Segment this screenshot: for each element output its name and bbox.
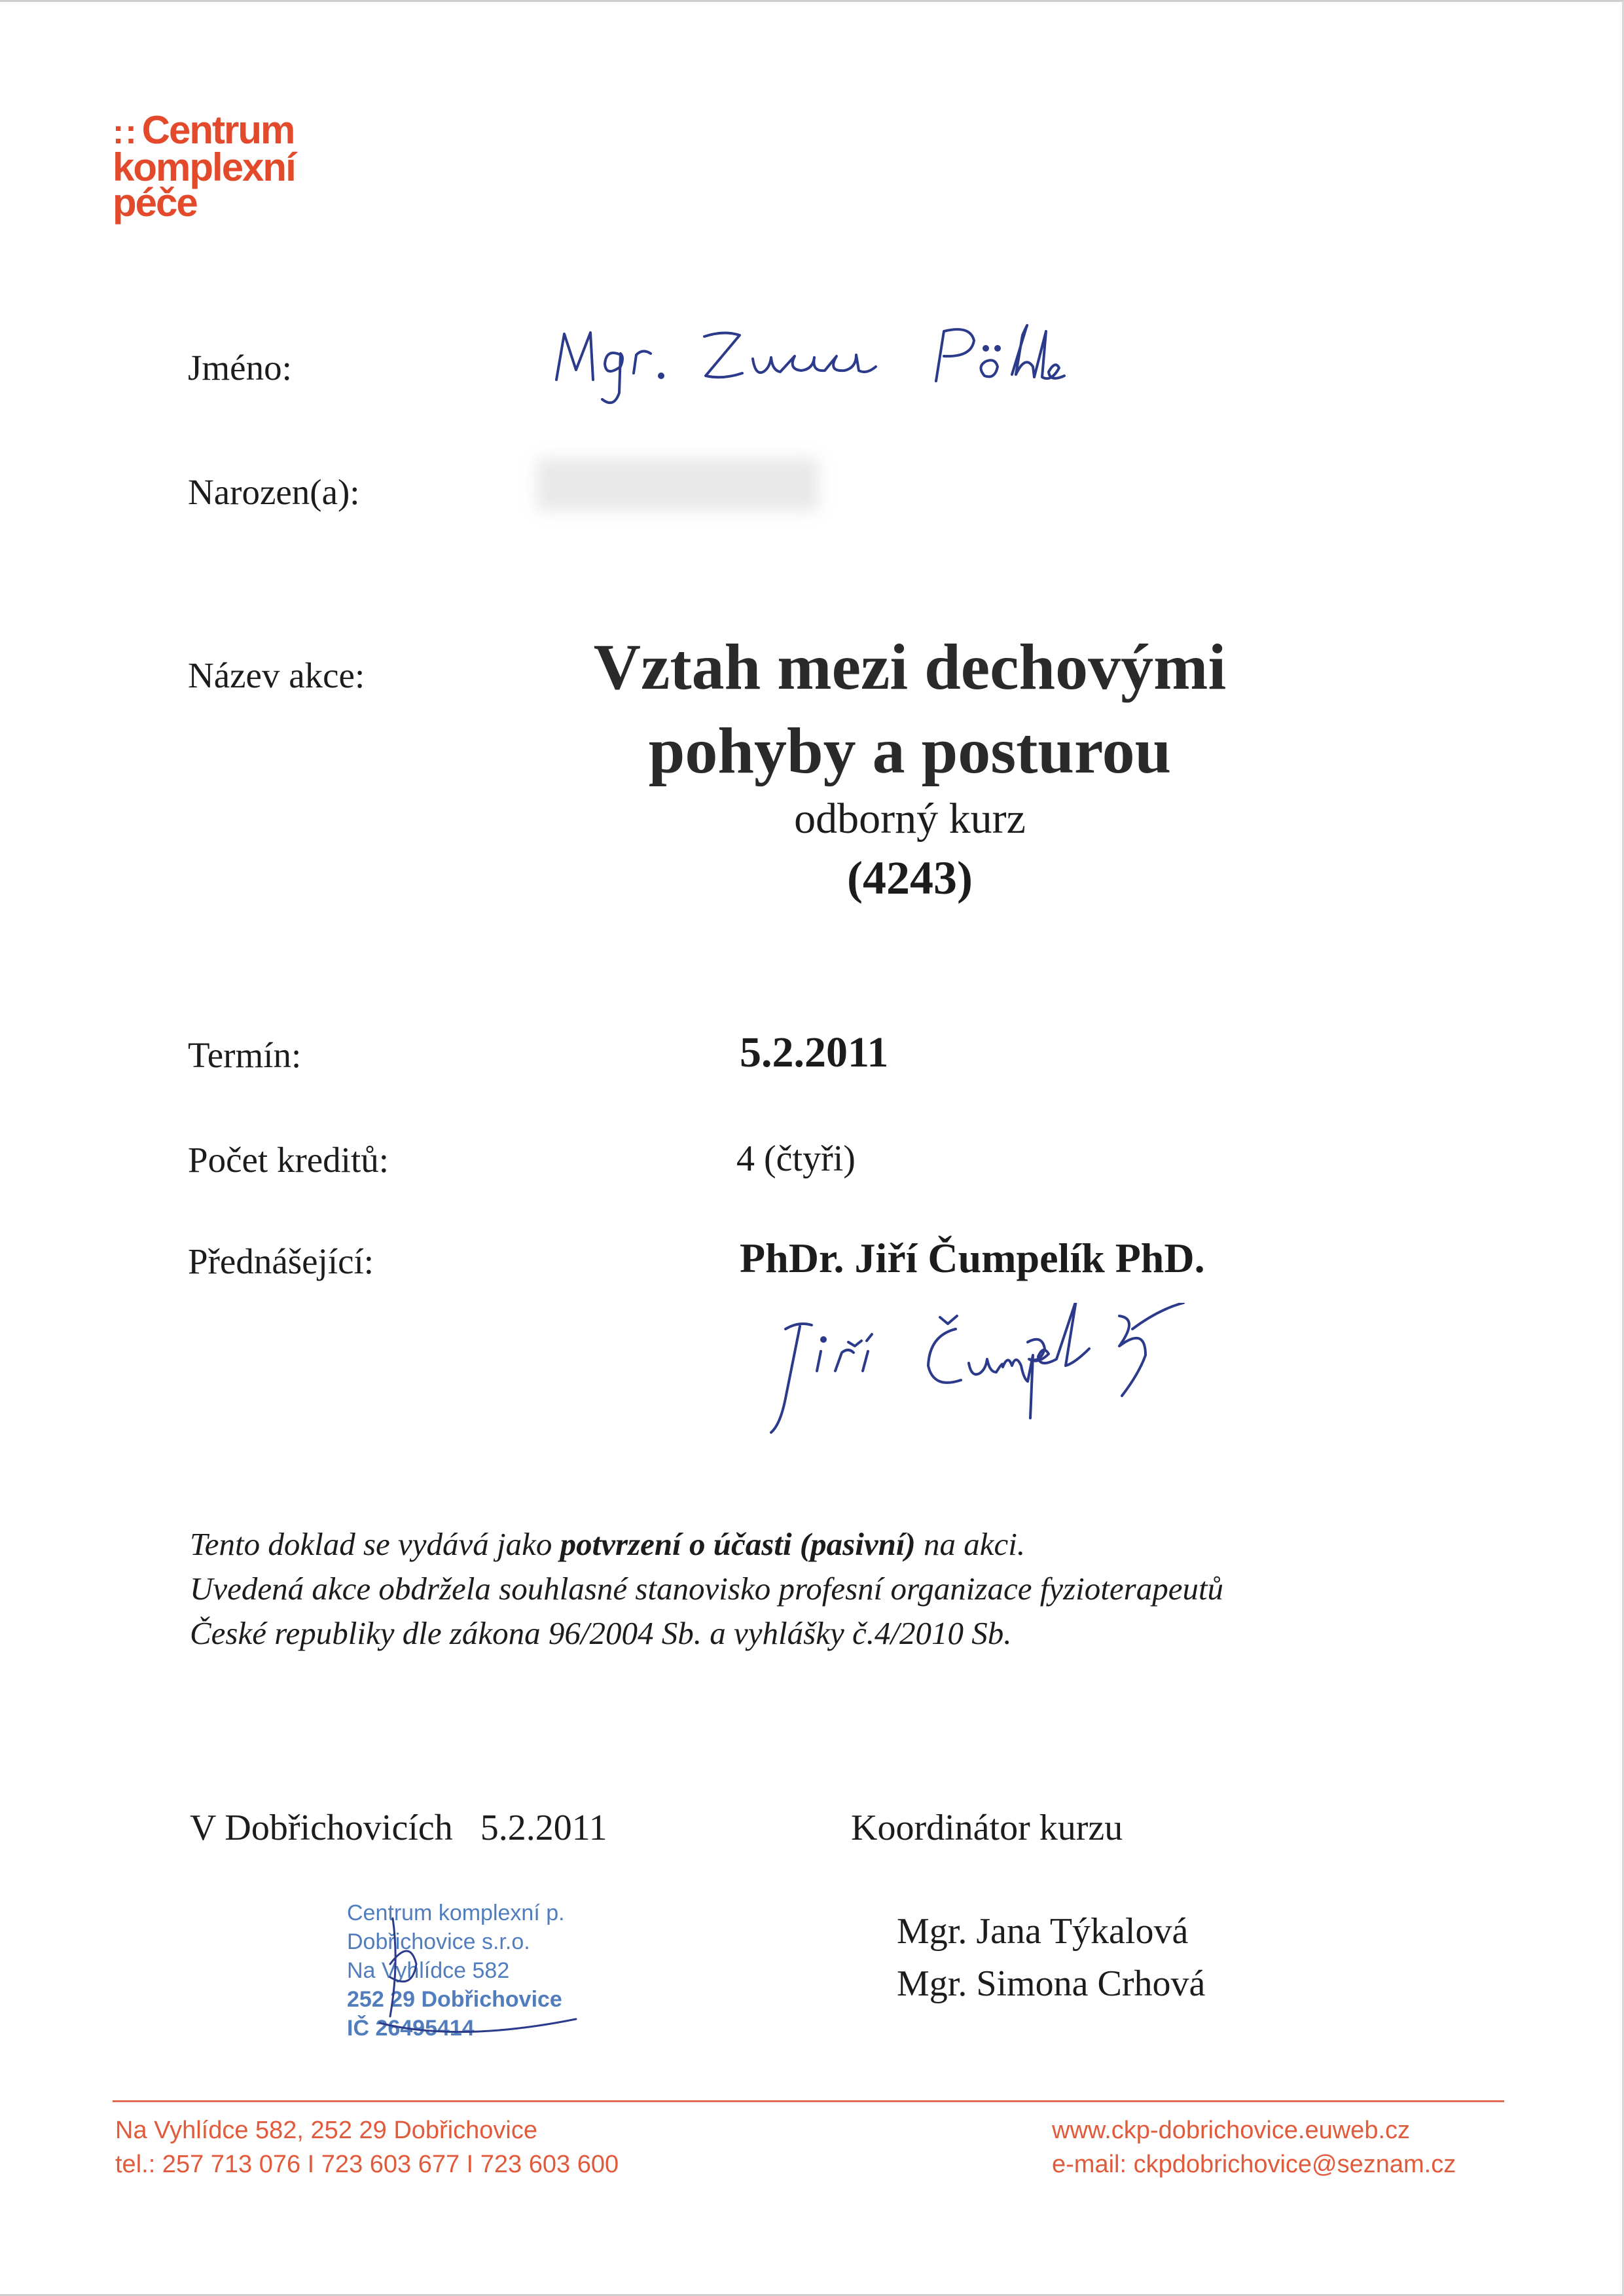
coordinator-1: Mgr. Jana Týkalová: [897, 1911, 1189, 1952]
confirmation-note: [190, 1522, 1223, 1656]
coordinator-2: Mgr. Simona Crhová: [897, 1963, 1206, 2004]
place-and-date: V Dobřichovicích 5.2.2011: [190, 1808, 607, 1848]
credits-value: 4 (čtyři): [736, 1139, 856, 1179]
footer-contact: [115, 2113, 619, 2181]
note-line-1: Tento doklad se vydává jako potvrzení o účasti (pasivní) na akci.: [190, 1526, 1026, 1562]
event-subtitle: odborný kurz: [794, 795, 1026, 843]
event-title-line-1: Vztah mezi dechovými: [593, 630, 1227, 703]
footer-online: [1052, 2113, 1456, 2181]
date-label: Termín:: [188, 1035, 302, 1075]
stamp-line-5: IČ 26495414: [347, 2016, 475, 2041]
name-handwritten-signature: [543, 308, 1172, 419]
lecturer-signature: [740, 1303, 1250, 1447]
event-title-line-2: pohyby a posturou: [648, 714, 1172, 787]
note-line-3: České republiky dle zákona 96/2004 Sb. a vyhlášky č.4/2010 Sb.: [190, 1615, 1012, 1651]
footer-divider: [113, 2100, 1504, 2102]
note-line-2: Uvedená akce obdržela souhlasné stanovisko profesní organizace fyzioterapeutů: [190, 1571, 1224, 1607]
stamp-signature: [353, 1912, 615, 2043]
event-title-block: [458, 625, 1362, 911]
event-label: Název akce:: [188, 655, 365, 695]
stamp-line-3: Na Vyhlídce 582: [347, 1958, 510, 1983]
stamp-line-4: 252 29 Dobřichovice: [347, 1987, 562, 2012]
footer-phones: tel.: 257 713 076 I 723 603 677 I 723 603 600: [115, 2151, 619, 2178]
company-logo: [113, 108, 295, 225]
footer-address: Na Vyhlídce 582, 252 29 Dobřichovice: [115, 2117, 537, 2144]
footer-email-link[interactable]: e-mail: ckpdobrichovice@seznam.cz: [1052, 2151, 1456, 2178]
lecturer-value: PhDr. Jiří Čumpelík PhD.: [740, 1235, 1205, 1281]
coordinator-label: Koordinátor kurzu: [851, 1808, 1123, 1848]
name-label: Jméno:: [188, 348, 292, 388]
logo-line-1: :: Centrum: [113, 108, 295, 152]
logo-line-2: komplexní: [113, 145, 295, 189]
date-value: 5.2.2011: [740, 1029, 889, 1076]
event-code: (4243): [847, 852, 973, 904]
credits-label: Počet kreditů:: [188, 1140, 389, 1180]
coordinator-names: [897, 1905, 1205, 2010]
footer-web-link[interactable]: www.ckp-dobrichovice.euweb.cz: [1052, 2117, 1411, 2144]
born-value-redacted: [537, 458, 818, 511]
lecturer-label: Přednášející:: [188, 1241, 374, 1281]
stamp-line-1: Centrum komplexní p.: [347, 1901, 565, 1925]
logo-line-3: péče: [113, 181, 197, 225]
born-label: Narozen(a):: [188, 472, 360, 512]
stamp-line-2: Dobřichovice s.r.o.: [347, 1929, 530, 1954]
